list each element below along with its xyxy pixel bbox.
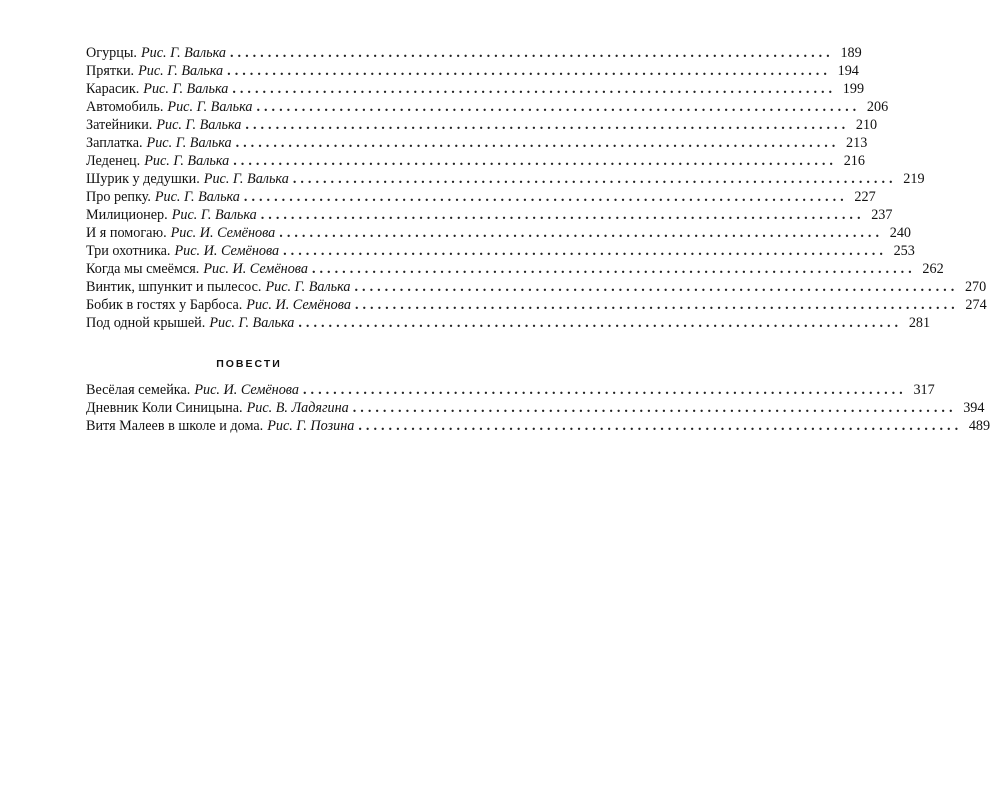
entry-title: Прятки.: [86, 63, 135, 79]
toc-entry: [86, 296, 987, 314]
entry-page: 210: [855, 117, 878, 133]
toc-entry: [86, 134, 868, 152]
entry-page: 274: [965, 297, 987, 313]
entry-page: 219: [903, 171, 925, 187]
dot-leader: ................................................................................: [227, 63, 831, 79]
toc-entry: [86, 44, 862, 62]
dot-leader: ................................................................................: [311, 261, 916, 277]
toc-entry: [86, 98, 889, 116]
toc-entry: [86, 62, 859, 80]
entry-page: 199: [842, 81, 865, 97]
entry-page: 394: [963, 400, 985, 416]
entry-illustrator: Рис. В. Ладягина: [246, 400, 349, 416]
toc-entry: [86, 314, 931, 332]
entry-illustrator: Рис. И. Семёнова: [246, 297, 351, 313]
entry-title: Автомобиль.: [86, 99, 164, 115]
entry-title: Милиционер.: [86, 207, 168, 223]
dot-leader: ................................................................................: [302, 382, 907, 398]
entry-illustrator: Рис. И. Семёнова: [203, 261, 308, 277]
entry-illustrator: Рис. Г. Валька: [144, 153, 230, 169]
entry-title: Шурик у дедушки.: [86, 171, 200, 187]
entry-illustrator: Рис. И. Семёнова: [194, 382, 299, 398]
entry-page: 227: [854, 189, 876, 205]
toc-entry: [86, 188, 876, 206]
dot-leader: ................................................................................: [260, 207, 865, 223]
entry-title: Заплатка.: [86, 135, 143, 151]
toc-entry: [86, 80, 865, 98]
entry-title: Три охотника.: [86, 243, 171, 259]
entry-illustrator: Рис. Г. Валька: [146, 135, 232, 151]
entry-title: Про репку.: [86, 189, 151, 205]
entry-title: Под одной крышей.: [86, 315, 206, 331]
entry-illustrator: Рис. Г. Валька: [143, 81, 229, 97]
toc-entry: [86, 260, 944, 278]
toc-entry: [86, 278, 987, 296]
toc-entry: [86, 206, 893, 224]
entry-illustrator: Рис. Г. Валька: [209, 315, 295, 331]
toc-entry: [86, 399, 985, 417]
toc-entry: [86, 116, 878, 134]
toc-entry: [86, 381, 935, 399]
entry-illustrator: Рис. Г. Валька: [167, 99, 253, 115]
entry-title: Винтик, шпункит и пылесос.: [86, 279, 262, 295]
entry-title: Бобик в гостях у Барбоса.: [86, 297, 243, 313]
toc-entry: [86, 224, 912, 242]
entry-page: 216: [843, 153, 865, 169]
dot-leader: ................................................................................: [298, 315, 903, 331]
entry-illustrator: Рис. Г. Валька: [154, 189, 240, 205]
entry-illustrator: Рис. Г. Валька: [138, 63, 224, 79]
dot-leader: ................................................................................: [292, 171, 897, 187]
entry-page: 189: [840, 45, 862, 61]
entry-page: 213: [846, 135, 868, 151]
toc-entry: [86, 170, 925, 188]
entry-page: 206: [866, 99, 889, 115]
entry-page: 281: [908, 315, 931, 331]
dot-leader: ................................................................................: [232, 81, 837, 97]
entry-title: Огурцы.: [86, 45, 137, 61]
dot-leader: ................................................................................: [279, 225, 884, 241]
entry-illustrator: Рис. Г. Валька: [140, 45, 226, 61]
entry-title: Леденец.: [86, 153, 141, 169]
dot-leader: ................................................................................: [256, 99, 861, 115]
entry-illustrator: Рис. Г. Позина: [267, 418, 355, 434]
section-heading: ПОВЕСТИ: [216, 358, 282, 370]
entry-illustrator: Рис. Г. Валька: [171, 207, 257, 223]
entry-title: Когда мы смеёмся.: [86, 261, 200, 277]
entry-title: И я помогаю.: [86, 225, 167, 241]
entry-illustrator: Рис. Г. Валька: [203, 171, 289, 187]
entry-title: Витя Малеев в школе и дома.: [86, 418, 264, 434]
entry-illustrator: Рис. И. Семёнова: [174, 243, 280, 259]
entry-title: Весёлая семейка.: [86, 382, 191, 398]
entry-page: 317: [913, 382, 935, 398]
dot-leader: ................................................................................: [235, 135, 840, 151]
entry-title: Дневник Коли Синицына.: [86, 400, 243, 416]
dot-leader: ................................................................................: [245, 117, 850, 133]
dot-leader: ................................................................................: [354, 279, 959, 295]
dot-leader: ................................................................................: [283, 243, 887, 259]
entry-page: 240: [889, 225, 912, 241]
novellas-list: [86, 381, 990, 435]
entry-title: Карасик.: [86, 81, 140, 97]
entry-illustrator: Рис. И. Семёнова: [170, 225, 276, 241]
dot-leader: ................................................................................: [233, 153, 837, 169]
dot-leader: ................................................................................: [243, 189, 848, 205]
toc-entry: [86, 417, 990, 435]
entry-page: 253: [893, 243, 915, 259]
dot-leader: ................................................................................: [358, 418, 963, 434]
dot-leader: ................................................................................: [354, 297, 959, 313]
dot-leader: ................................................................................: [229, 45, 834, 61]
entry-page: 489: [968, 418, 990, 434]
toc-entry: [86, 152, 865, 170]
dot-leader: ................................................................................: [352, 400, 957, 416]
entry-page: 237: [871, 207, 893, 223]
entry-page: 270: [964, 279, 987, 295]
entry-page: 262: [922, 261, 944, 277]
entry-illustrator: Рис. Г. Валька: [156, 117, 242, 133]
stories-list: [86, 44, 987, 332]
toc-entry: [86, 242, 915, 260]
entry-page: 194: [837, 63, 859, 79]
entry-illustrator: Рис. Г. Валька: [265, 279, 351, 295]
entry-title: Затейники.: [86, 117, 153, 133]
